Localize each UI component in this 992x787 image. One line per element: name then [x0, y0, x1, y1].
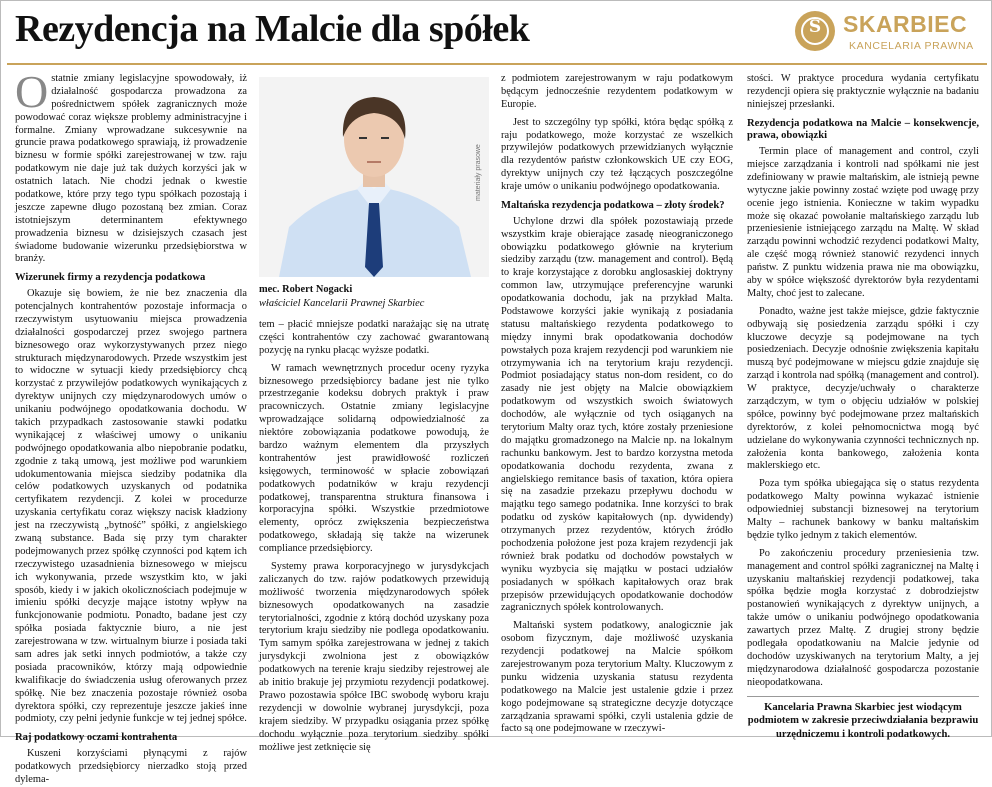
paragraph: Kuszeni korzyściami płynącymi z rajów podatkowych przedsiębiorcy nierzadko stoją przed dylema-	[15, 748, 247, 785]
section-heading: Rezydencja podatkowa na Malcie – konsekwencje, prawa, obowiązki	[747, 117, 979, 142]
paragraph: Po zakończeniu procedury przeniesienia tzw. management and control spółki zagranicznej na Maltę i uzyskaniu maltańskiej rezydencji podatkowej, taka spółka będzie mogła korzystać z dobrodziejstw postanowień wynikających z dyrektyw unijnych, a także umów o unikaniu podwójnego opodatkowania zawartych przez Maltę. Z drugiej strony będzie podlegała opodatkowaniu na Malcie jedynie od dochodów uzyskiwanych na terytorium Malty, a jej międzynarodowa działalność gospodarcza pozostanie nieopodatkowana.	[747, 547, 979, 688]
paragraph: Systemy prawa korporacyjnego w jurysdykcjach zaliczanych do tzw. rajów podatkowych przewidują możliwość tworzenia międzynarodowych spółek biznesowych opodatkowanych na zasadzie terytorialności, zgodnie z którą dochód uzyskany poza terytorium kraju siedziby nie podlega opodatkowaniu. Tym samym spółka zarejestrowana w jednej z takich jurysdykcji zwolniona jest z obowiązków podatkowych na terenie kraju siedziby rejestrowej ale ab initio brakuje jej przymiotu rezydencji podatkowej. Prawo pozostawia spółce IBC swobodę wyboru kraju rezydencji w dowolnie wybranej jurysdykcji, poza krajem siedziby. W przypadku osiągania przez spółkę dochodu wyłącznie poza terytorium siedziby spółki możliwe jest zetknięcie się	[259, 561, 489, 753]
paragraph: Maltański system podatkowy, analogicznie jak osobom fizycznym, daje możliwość uzyskania rezydencji podatkowej na Malcie spółkom zarejestrowanym poza terytorium Malty. Kluczowym z punku widzenia uzyskania statusu rezydenta podatkowego na Malcie jest ustalenie gdzie i przez kogo podejmowane są strategiczne decyzje dotyczące zarządzania sprawami spółki, czyli ustalenia gdzie de facto są one podejmowane w rzeczywi-	[501, 620, 733, 735]
paragraph: Jest to szczególny typ spółki, która będąc spółką z raju podatkowego, może korzystać ze wszelkich przywilejów podatkowych przewidzianych wyłącznie dla rezydentów państw członkowskich UE czy EOG, dyrektyw unijnych czy też łączących poszczególne kraje umów o unikaniu podwójnego opodatkowania.	[501, 116, 733, 193]
paragraph: stości. W praktyce procedura wydania certyfikatu rezydencji opiera się praktycznie wyłącznie na badaniu niniejszej przesłanki.	[747, 73, 979, 110]
portrait-image	[259, 77, 489, 277]
column-4	[747, 73, 979, 741]
section-heading: Wizerunek firmy a rezydencja podatkowa	[15, 272, 206, 284]
photo-caption	[259, 283, 489, 310]
paragraph: Ponadto, ważne jest także miejsce, gdzie faktycznie odbywają się posiedzenia zarządu spółki i czy kluczowe decyzje są podejmowane na tych posiedzeniach. Decyzje odnośnie zwiększenia kapitału muszą być podejmowane w miejscu gdzie znajduje się zarząd i kontrola nad spółką (management and control). W praktyce, decyzje/uchwały o charakterze zarządczym, w tym o objęciu udziałów w polskiej spółce, powinny być podejmowane przez maltańskich dyrektorów, z kolei pełnomocnictwa mogą być udzielane do wykonywania czynności technicznych np. założenia konta bankowego, założenia konta maklerskiego etc.	[747, 305, 979, 472]
paragraph: Uchylone drzwi dla spółek pozostawiają przede wszystkim kraje obierające zasadę nieograniczonego obowiązku podatkowego głównie na kryterium siedziby zarządu (tzw. management and control). Będą to kraje korzystające z dorobku anglosaskiej doktryny common law, utrzymujące preferencyjne warunki opodatkowania dochodu, jak na przykład Malta. Podstawowe korzyści jakie wynikają z posiadania statusu maltańskiego rezydenta podatkowego to między innymi brak opodatkowania dochodów powstałych poza krajem rezydencji pod warunkiem nie otrzymywania ich na terytorium kraju rezydencji. Podmiot posiadający status non-dom resident, co do zasady nie jest objęty na Malcie obowiązkiem podatkowym od wszystkich swoich światowych dochodów, ale wyłącznie od tych osiąganych na terytorium Malty oraz tych, które zostały przeniesione do majątku gromadzonego na Malcie np. na lokalnym rachunku bankowym. Jest to bardzo korzystna metoda opodatkowania dochodu rezydenta, zwana z angielskiego remitance basis of taxation, która opiera się na zasadzie przekazu przepływu dochodu w majątku tego samego podatnika. Inne korzyści to brak podatku od zysków kapitałowych (np. dywidendy) otrzymanych przez rezydentów, których źródło pochodzenia położone jest poza krajem rezydencji jak również brak podatku od dochodów powstałych w wyniku wyzbycia się majątku w postaci udziałów posiadanych w spółkach kapitałowych oraz brak przepisów przewidujących opodatkowanie dochodów zagranicznych spółek kontrolowanych.	[501, 215, 733, 614]
column-1	[15, 66, 247, 785]
paragraph: W ramach wewnętrznych procedur oceny ryzyka biznesowego przedsiębiorcy badane jest nie tylko przestrzeganie kodeksu dobrych praktyk i praw pracowniczych. Ostatnie zmiany legislacyjne wprowadzające solidarną odpowiedzialność za niektóre zobowiązania podatkowe powodują, że bardzo ważnym elementem dla przyszłych kontrahentów jest prawidłowość rozliczeń księgowych, terminowość w spłacie zobowiązań podatkowych podatników w kraju rezydencji podatkowej, transparentna struktura finansowa i korporacyjna spółki. Wszystkie przedmiotowe elementy, oprócz zwiększenia bezpieczeństwa podatkowego, składają się także na wizerunek compliance przedsiębiorcy.	[259, 362, 489, 555]
paragraph: tem – płacić mniejsze podatki narażając się na utratę części kontrahentów czy zachować gwarantowaną pozycję na rynku płacąc wyższe podatki.	[259, 319, 489, 356]
skarbiec-logo	[793, 9, 985, 61]
footer-divider	[747, 696, 979, 697]
lead-paragraph: Ostatnie zmiany legislacyjne spowodowały, iż działalność gospodarcza prowadzona za pośrednictwem spółek zagranicznych może powodować coraz większe problemy administracyjne i formalne. Zmiany wprowadzane sukcesywnie na gruncie prawa podatkowego sprawiają, iż prowadzenie biznesu w formie spółki zarejestrowanej w tzw. raju podatkowym nie daje już tak dużych korzyści jak w ostatnich latach. Nie chodzi jednak o kwestie podatkowe, które przy tego typu spółkach pozostają i jeszcze zapewne długo pozostaną bez zmian. Coraz istotniejszym determinantem efektywnego prowadzenia biznesu w dzisiejszych czasach jest świadome budowanie wizerunku przedsiębiorstwa w branży.	[15, 66, 247, 265]
author-photo	[259, 77, 489, 277]
column-3	[501, 73, 733, 733]
logo-subtitle: KANCELARIA PRAWNA	[849, 40, 974, 52]
section-heading: Raj podatkowy oczami kontrahenta	[15, 732, 178, 744]
paragraph: Termin place of management and control, czyli miejsce zarządzania i kontroli nad spółkami nie jest zdefiniowany w prawie maltańskim, ale istnieją pewne wytyczne jakie powinny zostać wzięte pod uwagę przy ocenie jego istnienia. Konieczne w takim wypadku może się okazać powołanie maltańskiego zarządu lub przeniesienie istniejącego zarządu na Maltę. W skład zarządu powinni wchodzić rezydenci podatkowi Malty, ale część mogą również stanowić rezydenci innych państw. Z punktu widzenia prawa nie ma obowiązku, aby w spółce większość dyrektorów była rezydentami Malty, choć jest to zalecane.	[747, 146, 979, 299]
footer-note: Kancelaria Prawna Skarbiec jest wiodącym podmiotem w zakresie przeciwdziałania bezprawiu urzędniczemu i kontroli podatkowych.	[747, 701, 979, 741]
photo-credit: materiały prasowe	[475, 144, 482, 201]
paragraph: Okazuje się bowiem, że nie bez znaczenia dla potencjalnych kontrahentów pozostaje informacja o rzeczywistym usytuowaniu miejsca prowadzenia działalności gospodarczej przez swojego partnera biznesowego oraz wykorzystywanych przez niego strukturach międzynarodowych. Przede wszystkim jest to widoczne w sytuacji kiedy przedsiębiorcy chcą korzystać z przywilejów podatkowych wynikających z dyrektyw unijnych czy międzynarodowych umów o unikaniu podwójnego opodatkowania dochodu. W takich przypadkach zastosowanie stawki podatku wynikającej z właściwej umowy o unikaniu podwójnego opodatkowania albo niepobranie podatku, zgodnie z taką umową, jest możliwe pod warunkiem udokumentowania miejsca siedziby podatnika dla celów podatkowych uzyskanych od podatnika certyfikatem rezydencji. Z kolei w procedurze uzyskania certyfikatu coraz większy nacisk kładziony jest na rzeczywistą „bytność” spółki, z angielskiego zwaną substance. Bada się przy tym charakter podejmowanych przez spółkę czynności pod kątem ich rzeczywistego uzasadnienia biznesowego w miejscu ich wykonywania, przede wszystkim kto, w jaki sposób, kiedy i w jakich okolicznościach podejmuje w imieniu spółki decyzje mające istotny wpływ na funkcjonowanie podmiotu. Ponadto, badane jest czy spółka posiada faktycznie biuro, a nie jest zarejestrowana w tzw. wirtualnym biurze i posiada taki sam adres jak setki innych podmiotów, a także czy posiada pracowników, którzy mają odpowiednie kwalifikacje do świadczenia usług oferowanych przez spółkę. Nie bez znaczenia pozostaje również osoba dyrektora spółki, czy reprezentuje jeszcze jakieś inne podmioty, czy pełni jedynie funkcje w tej jednej spółce.	[15, 288, 247, 725]
paragraph: z podmiotem zarejestrowanym w raju podatkowym będącym jednocześnie rezydentem podatkowym w Europie.	[501, 73, 733, 110]
section-heading: Maltańska rezydencja podatkowa – złoty środek?	[501, 200, 725, 212]
paragraph: Poza tym spółka ubiegająca się o status rezydenta podatkowego Malty powinna wykazać istnienie odpowiedniej substancji biznesowej na terytorium Malty – rachunek bankowy w banku maltańskim będzie tylko jednym z takich elementów.	[747, 478, 979, 541]
drop-cap: O	[15, 66, 49, 117]
logo-name: SKARBIEC	[843, 11, 968, 37]
caption-name: mec. Robert Nogacki	[259, 284, 353, 295]
page-title: Rezydencja na Malcie dla spółek	[15, 8, 530, 50]
header-divider	[7, 63, 987, 65]
column-2	[259, 319, 489, 753]
caption-role: właściciel Kancelarii Prawnej Skarbiec	[259, 297, 425, 309]
logo-initial: S	[808, 17, 822, 37]
